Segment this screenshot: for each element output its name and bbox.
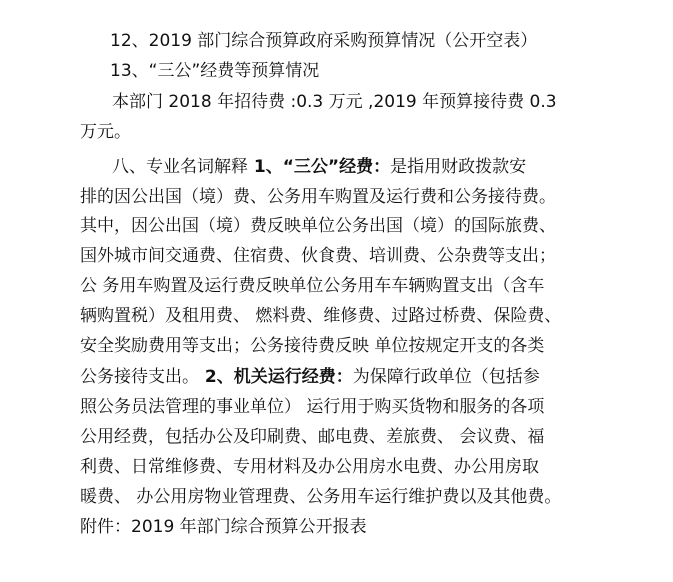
paragraph-line-6: 辆购置税）及租用费、 燃料费、维修费、过路过桥费、保险费、 (80, 306, 562, 326)
paragraph-line-10: 公用经费，包括办公及印刷费、邮电费、差旅费、 会议费、福 (80, 427, 545, 447)
paragraph-line-11: 利费、日常维修费、专用材料及办公用房水电费、办公用房取 (80, 457, 539, 477)
paragraph-line-2: 排的因公出国（境）费、公务用车购置及运行费和公务接待费。 (80, 187, 556, 207)
term1-intro: 是指用财政拨款安 (390, 157, 527, 177)
item-13: 13、“三公”经费等预算情况 (110, 61, 320, 81)
term1-title: 1、“三公”经费： (248, 157, 391, 177)
section8-line-1 (112, 156, 526, 178)
paragraph-line-4: 国外城市间交通费、住宿费、伙食费、培训费、公杂费等支出； (80, 246, 556, 266)
paragraph-line-3: 其中，因公出国（境）费反映单位公务出国（境）的国际旅费、 (80, 216, 556, 236)
reception-fee-line-1: 本部门 2018 年招待费 :0.3 万元 ,2019 年预算接待费 0.3 (112, 92, 557, 112)
paragraph-line-12: 暖费、 办公用房物业管理费、公务用车运行维护费以及其他费。 (80, 487, 562, 507)
paragraph-line-8 (80, 366, 540, 388)
paragraph-line-5: 公 务用车购置及运行费反映单位公务用车车辆购置支出（含车 (80, 276, 545, 296)
paragraph-line-7: 安全奖励费用等支出；公务接待费反映 单位按规定开支的各类 (80, 336, 545, 356)
reception-fee-line-2: 万元。 (80, 122, 131, 142)
item-12: 12、2019 部门综合预算政府采购预算情况（公开空表） (110, 31, 538, 51)
paragraph-line-9: 照公务员法管理的事业单位） 运行用于购买货物和服务的各项 (80, 397, 545, 417)
term2-title: 2、机关运行经费： (199, 367, 353, 387)
section8-heading: 八、专业名词解释 (112, 157, 248, 177)
term2-intro: 为保障行政单位（包括参 (352, 367, 540, 387)
paragraph-line-8-start: 公务接待支出。 (80, 367, 199, 387)
attachment-line: 附件：2019 年部门综合预算公开报表 (80, 517, 367, 537)
